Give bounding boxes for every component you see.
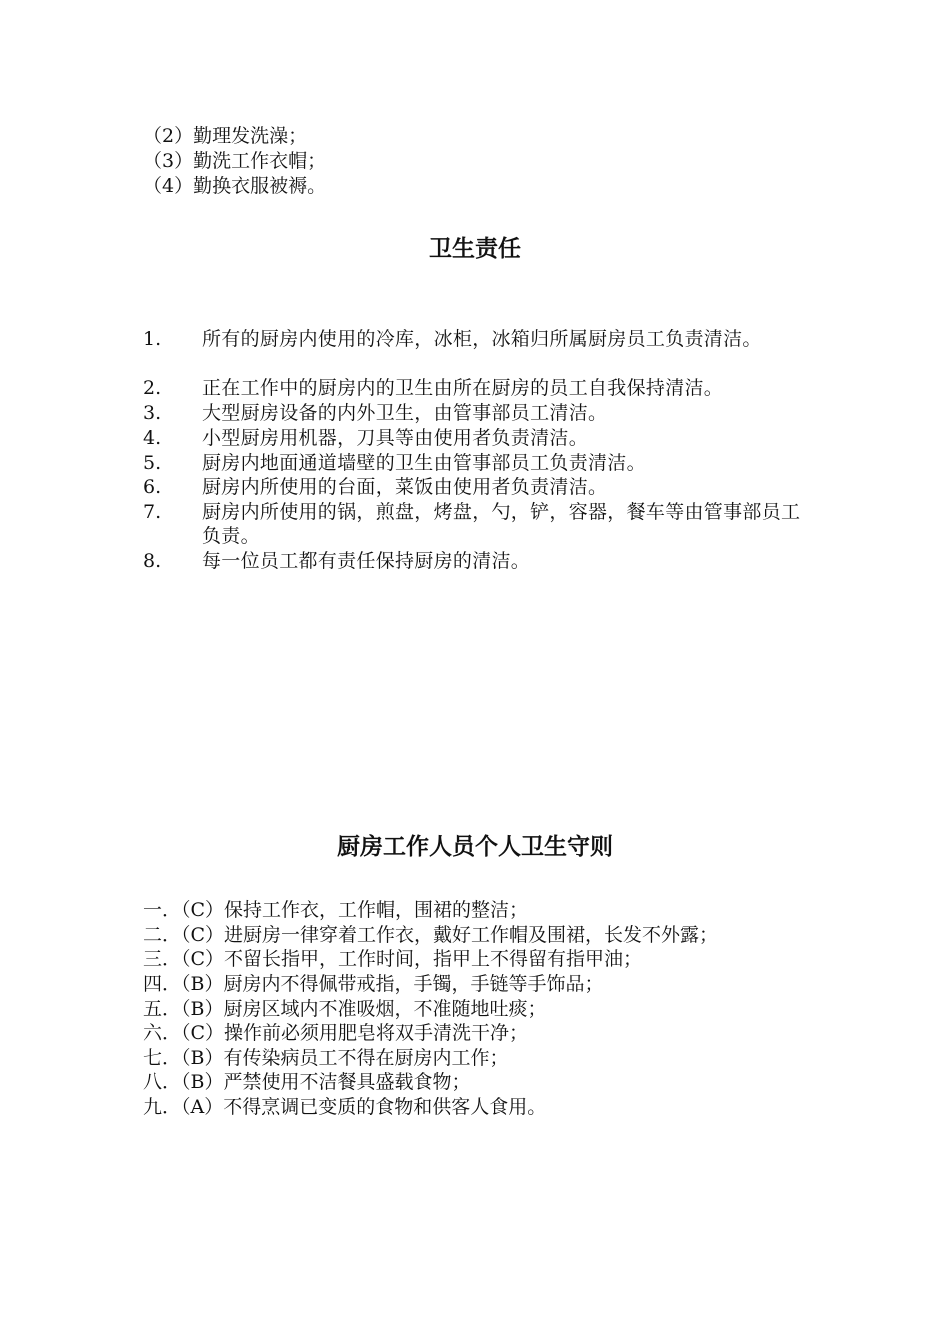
section-title-hygiene-responsibility: 卫生责任 [429, 236, 521, 262]
list-item-number: 2. [143, 377, 162, 399]
list-item-text: 正在工作中的厨房内的卫生由所在厨房的员工自我保持清洁。 [202, 377, 724, 399]
list-item-text: 厨房内所使用的台面，菜饭由使用者负责清洁。 [202, 476, 608, 498]
section-title-personal-hygiene-rules: 厨房工作人员个人卫生守则 [337, 834, 613, 860]
habit-line: （4）勤换衣服被褥。 [143, 175, 327, 197]
list-item-text: 每一位员工都有责任保持厨房的清洁。 [202, 550, 531, 572]
rule-line: 一．（C）保持工作衣，工作帽，围裙的整洁； [143, 899, 529, 921]
list-item-number: 4. [143, 427, 162, 449]
list-item-number: 1. [143, 328, 162, 350]
list-item-number: 6. [143, 476, 162, 498]
list-item-text: 厨房内地面通道墙壁的卫生由管事部员工负责清洁。 [202, 452, 646, 474]
habit-line: （2）勤理发洗澡； [143, 125, 308, 147]
list-item-number: 8. [143, 550, 162, 572]
rule-line: 四．（B）厨房内不得佩带戒指，手镯，手链等手饰品； [143, 973, 604, 995]
list-item-text: 厨房内所使用的锅，煎盘，烤盘，勺，铲，容器，餐车等由管事部员工负责。 [202, 501, 801, 547]
rule-line: 五．（B）厨房区域内不准吸烟，不准随地吐痰； [143, 998, 547, 1020]
habit-line: （3）勤洗工作衣帽； [143, 150, 327, 172]
rule-line: 七．（B）有传染病员工不得在厨房内工作； [143, 1047, 509, 1069]
list-item-text: 所有的厨房内使用的冷库，冰柜，冰箱归所属厨房员工负责清洁。 [202, 328, 762, 350]
list-item-number: 3. [143, 402, 162, 424]
rule-line: 六．（C）操作前必须用肥皂将双手清洗干净； [143, 1022, 529, 1044]
rule-line: 二．（C）进厨房一律穿着工作衣，戴好工作帽及围裙，长发不外露； [143, 924, 719, 946]
rule-line: 九．（A）不得烹调已变质的食物和供客人食用。 [143, 1096, 547, 1118]
list-item-number: 5. [143, 452, 162, 474]
rule-line: 三．（C）不留长指甲，工作时间，指甲上不得留有指甲油； [143, 948, 643, 970]
rule-line: 八．（B）严禁使用不洁餐具盛载食物； [143, 1071, 471, 1093]
list-item-text: 大型厨房设备的内外卫生，由管事部员工清洁。 [202, 402, 608, 424]
list-item-number: 7. [143, 501, 162, 523]
list-item-text: 小型厨房用机器，刀具等由使用者负责清洁。 [202, 427, 589, 449]
